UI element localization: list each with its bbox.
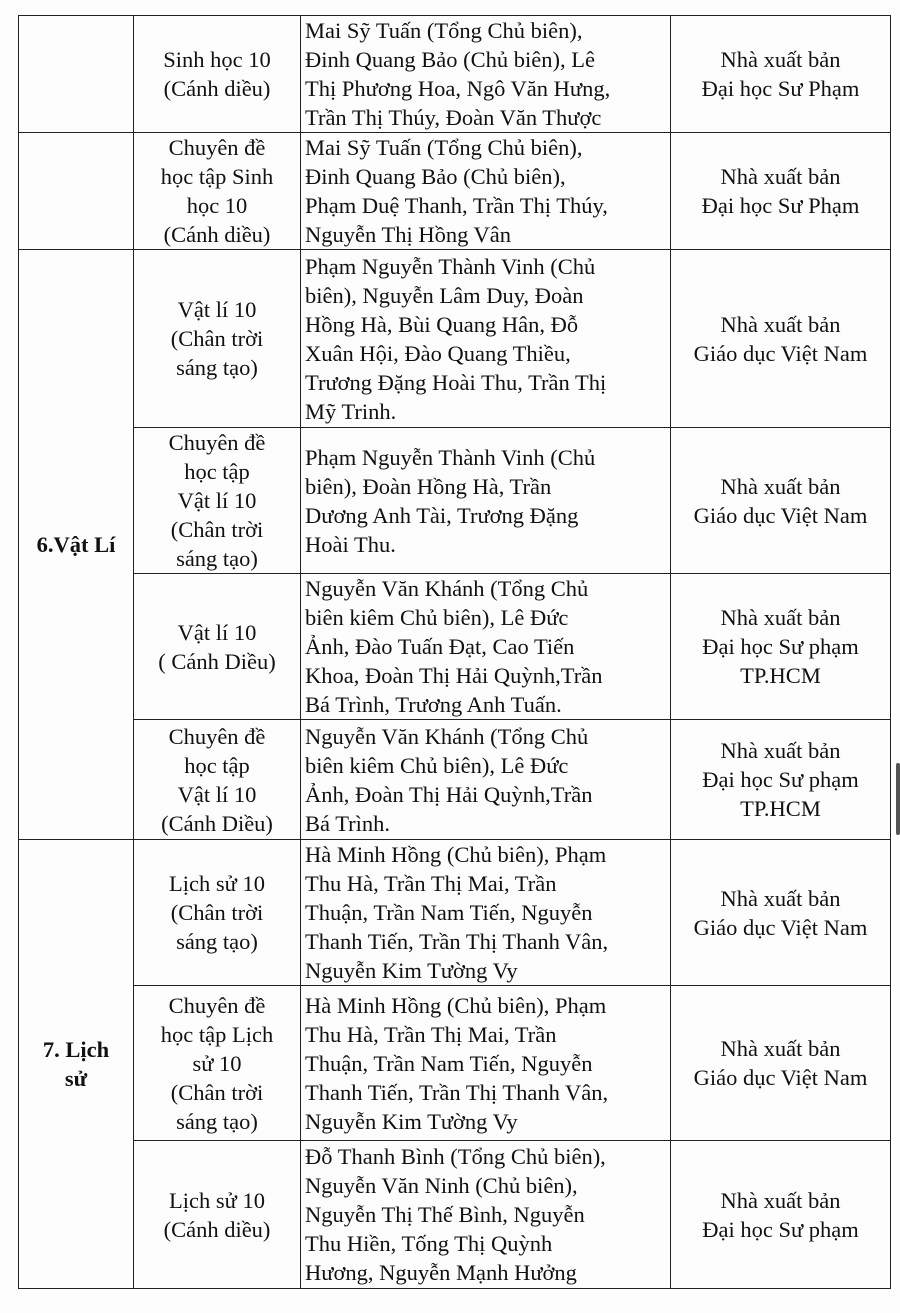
text-line: Nhà xuất bản <box>720 605 841 630</box>
book-title-cell <box>134 16 301 133</box>
text-line: sử 10 <box>192 1050 242 1076</box>
subject-cell-history <box>19 840 134 1289</box>
text-line: Hà Minh Hồng (Chủ biên), Phạm <box>305 842 607 867</box>
scroll-indicator[interactable] <box>896 763 900 835</box>
publisher-cell <box>671 16 891 133</box>
text-line: học tập Sinh <box>160 164 274 189</box>
text-line: Vật lí 10 <box>177 488 257 513</box>
text-line: Phạm Nguyễn Thành Vinh (Chủ <box>305 444 596 470</box>
publisher-cell <box>671 133 891 250</box>
publisher-cell <box>671 986 891 1141</box>
publisher-cell <box>671 1141 891 1289</box>
text-line: Hương, Nguyễn Mạnh Hưởng <box>305 1260 577 1285</box>
text-line: TP.HCM <box>740 663 821 688</box>
publisher-cell <box>671 720 891 840</box>
book-title-cell <box>134 428 301 574</box>
book-title-cell <box>134 250 301 428</box>
text-line: học 10 <box>186 193 248 218</box>
text-line: biên), Nguyễn Lâm Duy, Đoàn <box>305 282 584 308</box>
text-line: Nguyễn Văn Ninh (Chủ biên), <box>305 1173 578 1198</box>
text-line: Đinh Quang Bảo (Chủ biên), Lê <box>305 47 595 72</box>
text-line: học tập <box>184 752 250 778</box>
text-line: Nhà xuất bản <box>720 47 841 72</box>
book-title-cell <box>134 986 301 1141</box>
text-line: Thu Hiền, Tống Thị Quỳnh <box>305 1231 553 1256</box>
text-line: Bá Trình, Trương Anh Tuấn. <box>305 692 562 717</box>
book-title-cell <box>134 720 301 840</box>
text-line: Trương Đặng Hoài Thu, Trần Thị <box>305 369 607 395</box>
subject-label: 6.Vật Lí <box>36 532 116 557</box>
text-line: Nhà xuất bản <box>720 164 841 189</box>
text-line: Nhà xuất bản <box>720 311 841 337</box>
authors-cell <box>301 720 671 840</box>
text-line: Phạm Nguyễn Thành Vinh (Chủ <box>305 253 596 279</box>
text-line: (Cánh diều) <box>163 1216 271 1242</box>
text-line: Thuận, Trần Nam Tiến, Nguyễn <box>305 900 593 925</box>
text-line: học tập <box>184 459 250 484</box>
text-line: TP.HCM <box>740 796 821 821</box>
table-row <box>19 574 891 720</box>
table-row <box>19 16 891 133</box>
text-line: Nguyễn Kim Tường Vy <box>305 1108 518 1134</box>
text-line: Vật lí 10 <box>177 619 257 645</box>
text-line: Nhà xuất bản <box>720 885 841 911</box>
text-line: Dương Anh Tài, Trương Đặng <box>305 502 579 528</box>
text-line: Giáo dục Việt Nam <box>693 1065 868 1090</box>
text-line: sáng tạo) <box>176 355 258 380</box>
book-title-cell <box>134 574 301 720</box>
text-line: Hà Minh Hồng (Chủ biên), Phạm <box>305 992 607 1018</box>
text-line: (Chân trời <box>170 900 264 925</box>
publisher-cell <box>671 574 891 720</box>
table-row <box>19 250 891 428</box>
authors-cell <box>301 250 671 428</box>
subject-cell-physics <box>19 250 134 840</box>
text-line: sáng tạo) <box>176 546 258 571</box>
text-line: Mai Sỹ Tuấn (Tổng Chủ biên), <box>305 18 583 43</box>
authors-cell <box>301 840 671 986</box>
text-line: biên kiêm Chủ biên), Lê Đức <box>305 605 569 630</box>
table-row <box>19 1141 891 1289</box>
authors-cell <box>301 133 671 250</box>
text-line: Ảnh, Đoàn Thị Hải Quỳnh,Trần <box>305 781 593 807</box>
text-line: (Chân trời <box>170 517 264 542</box>
text-line: Đỗ Thanh Bình (Tổng Chủ biên), <box>305 1144 606 1169</box>
table-row <box>19 840 891 986</box>
text-line: Sinh học 10 <box>163 47 271 72</box>
table-row <box>19 720 891 840</box>
authors-cell <box>301 1141 671 1289</box>
text-line: Mỹ Trinh. <box>305 398 397 424</box>
text-line: (Cánh diều) <box>163 222 271 247</box>
text-line: Nhà xuất bản <box>720 473 841 499</box>
text-line: học tập Lịch <box>160 1021 274 1047</box>
text-line: Hoài Thu. <box>305 531 396 557</box>
text-line: Đại học Sư phạm <box>702 767 859 792</box>
text-line: Giáo dục Việt Nam <box>693 502 868 528</box>
publisher-cell <box>671 428 891 574</box>
book-title-cell <box>134 1141 301 1289</box>
text-line: sáng tạo) <box>176 1108 258 1134</box>
publisher-cell <box>671 250 891 428</box>
subject-cell-empty <box>19 16 134 133</box>
text-line: Nguyễn Thị Thế Bình, Nguyễn <box>305 1202 585 1227</box>
subject-label-line: sử <box>64 1066 88 1091</box>
text-line: Đinh Quang Bảo (Chủ biên), <box>305 164 566 189</box>
text-line: Thanh Tiến, Trần Thị Thanh Vân, <box>305 1079 609 1105</box>
textbook-table <box>18 15 891 1289</box>
text-line: Nhà xuất bản <box>720 1036 841 1061</box>
subject-cell-empty <box>19 133 134 250</box>
text-line: Thu Hà, Trần Thị Mai, Trần <box>305 1021 557 1047</box>
table-row <box>19 986 891 1141</box>
text-line: sáng tạo) <box>176 929 258 954</box>
text-line: Nguyễn Thị Hồng Vân <box>305 222 512 247</box>
text-line: Đại học Sư Phạm <box>701 76 860 101</box>
text-line: Nguyễn Kim Tường Vy <box>305 958 518 983</box>
text-line: Giáo dục Việt Nam <box>693 914 868 940</box>
text-line: ( Cánh Diều) <box>158 648 276 674</box>
table-row <box>19 428 891 574</box>
text-line: (Chân trời <box>170 1079 264 1105</box>
subject-label-line: 7. Lịch <box>42 1037 110 1062</box>
text-line: Thu Hà, Trần Thị Mai, Trần <box>305 871 557 896</box>
authors-cell <box>301 428 671 574</box>
authors-cell <box>301 986 671 1141</box>
text-line: (Cánh diều) <box>163 76 271 101</box>
text-line: biên), Đoàn Hồng Hà, Trần <box>305 473 552 499</box>
text-line: Bá Trình. <box>305 810 391 836</box>
text-line: Thanh Tiến, Trần Thị Thanh Vân, <box>305 929 609 954</box>
publisher-cell <box>671 840 891 986</box>
text-line: Thuận, Trần Nam Tiến, Nguyễn <box>305 1050 593 1076</box>
text-line: Lịch sử 10 <box>169 1187 265 1213</box>
text-line: Chuyên đề <box>168 430 266 455</box>
text-line: Trần Thị Thúy, Đoàn Văn Thược <box>305 105 602 130</box>
book-title-cell <box>134 133 301 250</box>
text-line: Đại học Sư phạm <box>702 634 859 659</box>
text-line: Hồng Hà, Bùi Quang Hân, Đỗ <box>305 311 579 337</box>
text-line: Ảnh, Đào Tuấn Đạt, Cao Tiến <box>305 634 575 659</box>
text-line: Khoa, Đoàn Thị Hải Quỳnh,Trần <box>305 663 603 688</box>
text-line: Giáo dục Việt Nam <box>693 340 868 366</box>
text-line: biên kiêm Chủ biên), Lê Đức <box>305 752 569 778</box>
text-line: Vật lí 10 <box>177 781 257 807</box>
book-title-cell <box>134 840 301 986</box>
text-line: Chuyên đề <box>168 992 266 1018</box>
authors-cell <box>301 16 671 133</box>
text-line: Mai Sỹ Tuấn (Tổng Chủ biên), <box>305 135 583 160</box>
text-line: Chuyên đề <box>168 723 266 749</box>
text-line: Đại học Sư phạm <box>702 1216 859 1242</box>
text-line: Nhà xuất bản <box>720 738 841 763</box>
text-line: (Cánh Diều) <box>161 810 273 836</box>
text-line: Lịch sử 10 <box>169 871 265 896</box>
text-line: Vật lí 10 <box>177 297 257 322</box>
text-line: Phạm Duệ Thanh, Trần Thị Thúy, <box>305 193 608 218</box>
table-row <box>19 133 891 250</box>
text-line: Chuyên đề <box>168 135 266 160</box>
authors-cell <box>301 574 671 720</box>
text-line: Xuân Hội, Đào Quang Thiều, <box>305 340 571 366</box>
text-line: Đại học Sư Phạm <box>701 193 860 218</box>
text-line: Thị Phương Hoa, Ngô Văn Hưng, <box>305 76 611 101</box>
text-line: Nhà xuất bản <box>720 1187 841 1213</box>
text-line: Nguyễn Văn Khánh (Tổng Chủ <box>305 723 589 749</box>
text-line: Nguyễn Văn Khánh (Tổng Chủ <box>305 576 589 601</box>
text-line: (Chân trời <box>170 326 264 351</box>
